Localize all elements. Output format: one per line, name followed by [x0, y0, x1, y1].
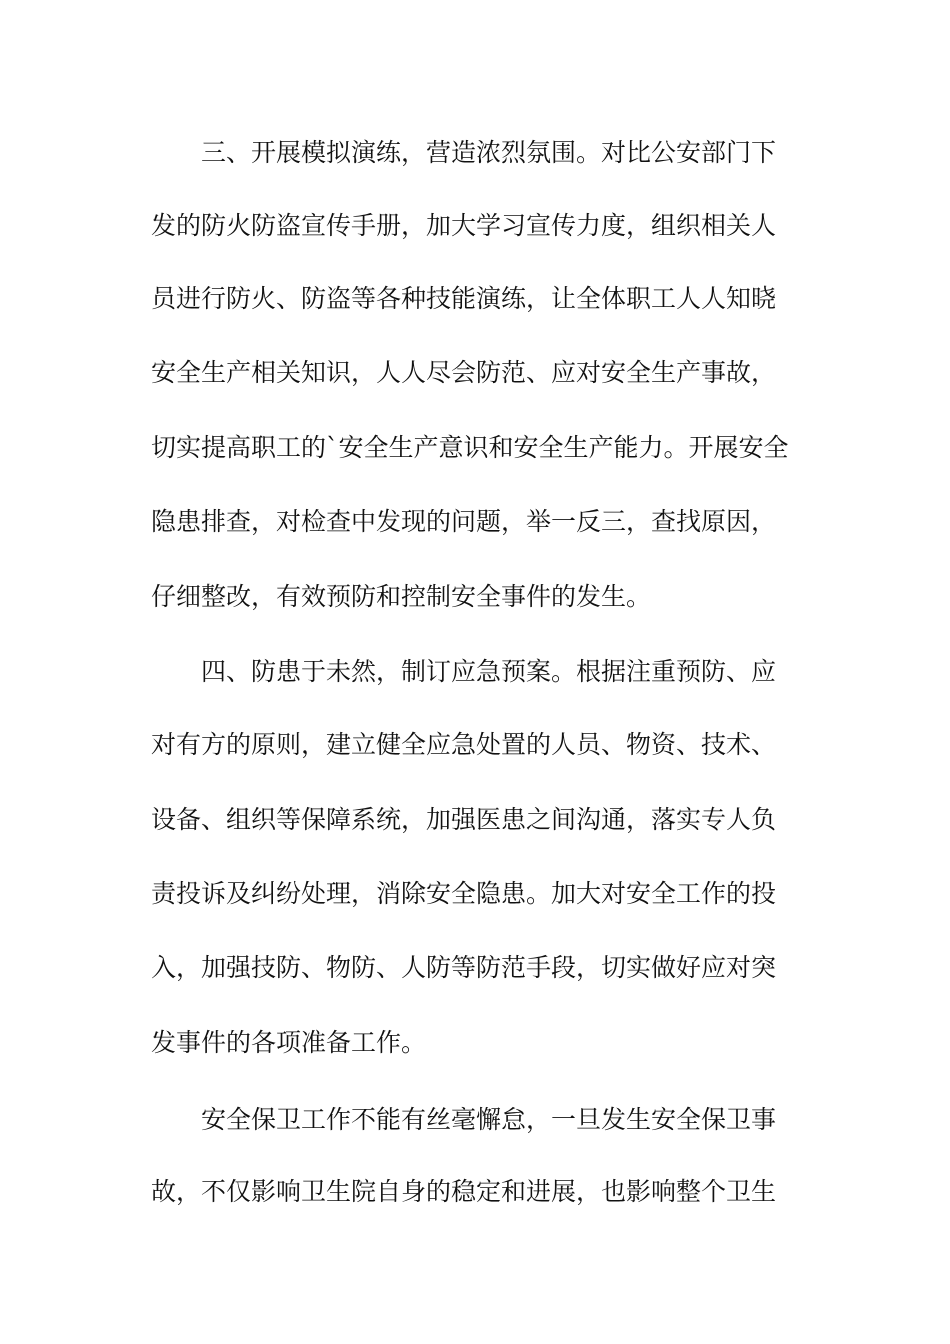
paragraph-3-line-6: 隐患排查，对检查中发现的问题，举一反三，查找原因， [151, 507, 777, 536]
paragraph-3-line-7: 仔细整改，有效预防和控制安全事件的发生。 [151, 582, 652, 611]
paragraph-5-line-2: 故，不仅影响卫生院自身的稳定和进展，也影响整个卫生 [151, 1177, 777, 1206]
paragraph-4-line-6: 发事件的各项准备工作。 [151, 1028, 427, 1057]
paragraph-4-line-4: 责投诉及纠纷处理，消除安全隐患。加大对安全工作的投 [151, 879, 777, 908]
paragraph-3-line-4: 安全生产相关知识，人人尽会防范、应对安全生产事故， [151, 358, 777, 387]
paragraph-3-line-3: 员进行防火、防盗等各种技能演练，让全体职工人人知晓 [151, 284, 777, 313]
paragraph-5-line-1: 安全保卫工作不能有丝毫懈怠，一旦发生安全保卫事 [201, 1105, 777, 1134]
paragraph-3-line-2: 发的防火防盗宣传手册，加大学习宣传力度，组织相关人 [151, 211, 777, 240]
paragraph-4-line-3: 设备、组织等保障系统，加强医患之间沟通，落实专人负 [151, 805, 777, 834]
paragraph-4-line-5: 入，加强技防、物防、人防等防范手段，切实做好应对突 [151, 953, 777, 982]
paragraph-4-line-1: 四、防患于未然，制订应急预案。根据注重预防、应 [201, 657, 777, 686]
paragraph-4-line-2: 对有方的原则，建立健全应急处置的人员、物资、技术、 [151, 730, 777, 759]
paragraph-3-line-1: 三、开展模拟演练，营造浓烈氛围。对比公安部门下 [201, 138, 777, 167]
paragraph-3-line-5: 切实提高职工的`安全生产意识和安全生产能力。开展安全 [151, 433, 789, 462]
